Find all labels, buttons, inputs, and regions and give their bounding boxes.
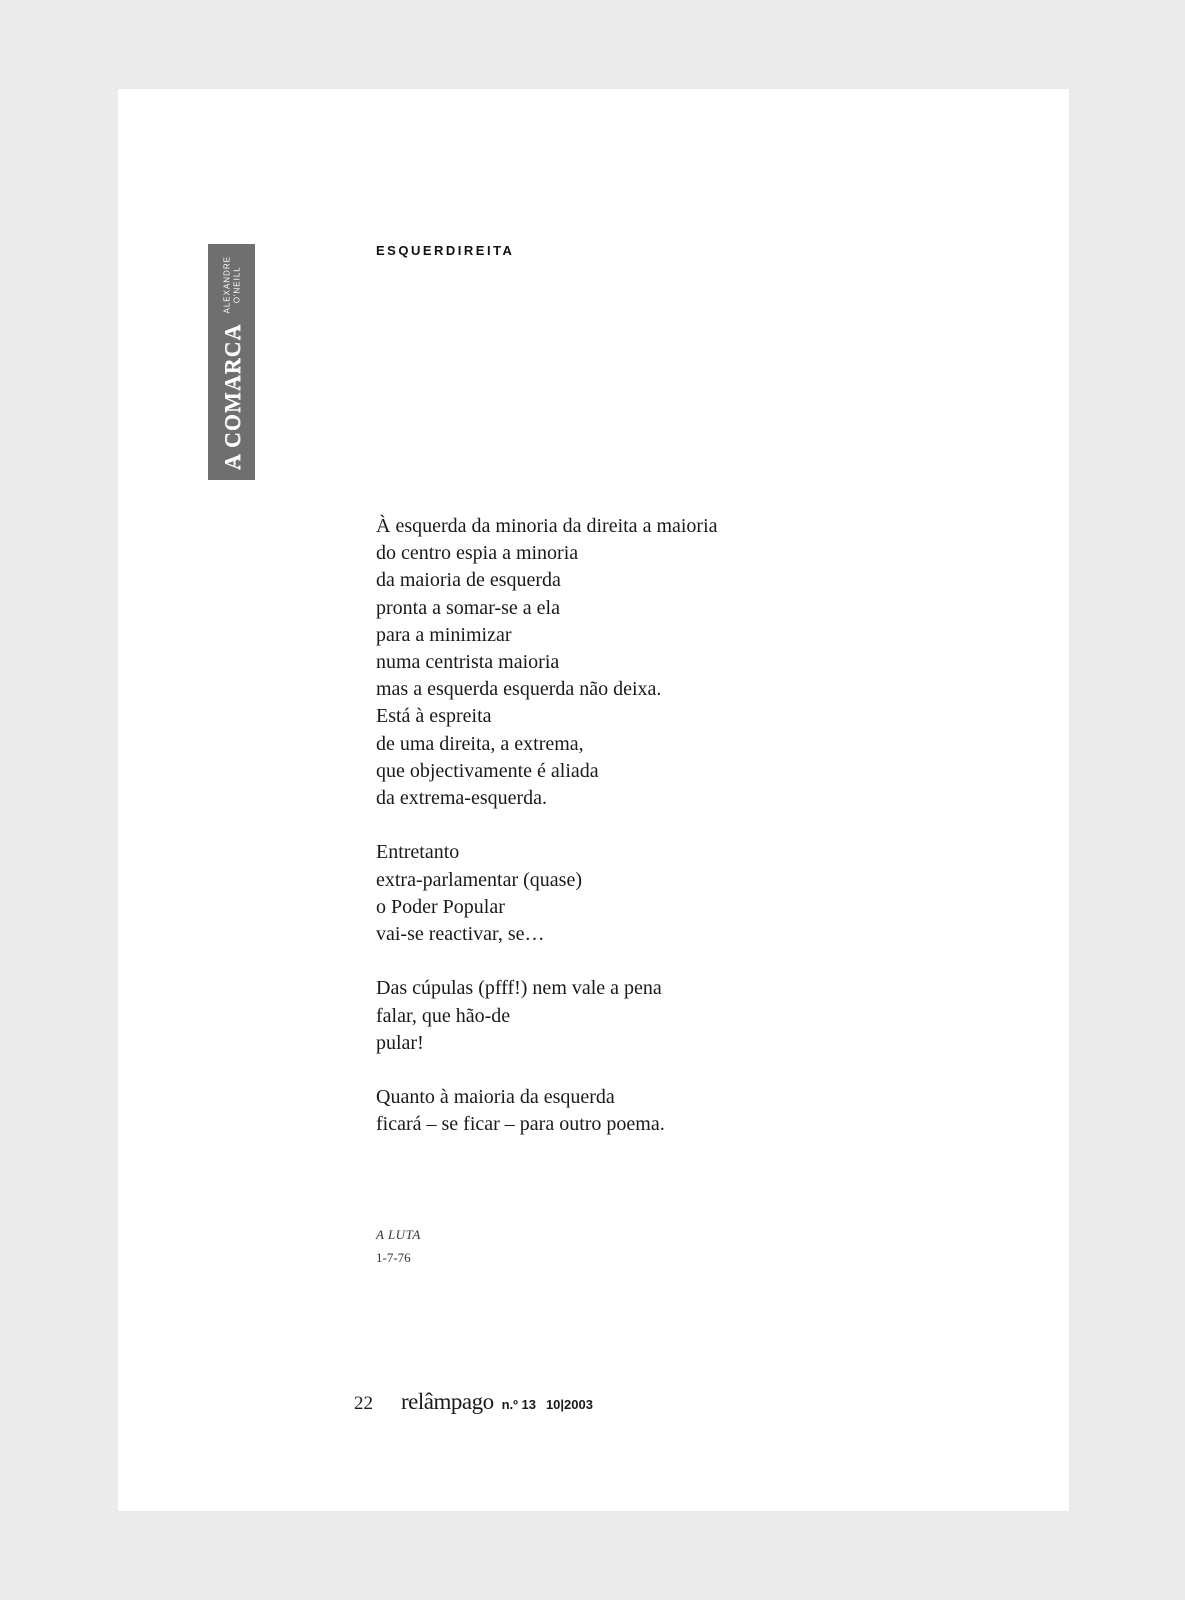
poem-line: Das cúpulas (pfff!) nem vale a pena: [376, 977, 662, 1000]
side-tab-content: [208, 244, 255, 480]
poem-line: pronta a somar-se a ela: [376, 596, 560, 619]
poem-line: do centro espia a minoria: [376, 542, 579, 565]
source-date: 1-7-76: [376, 1250, 411, 1265]
source-publication: A LUTA: [376, 1227, 421, 1242]
stanza: [376, 839, 976, 948]
poem-line: ficará – se ficar – para outro poema.: [376, 1113, 665, 1136]
poem-line: mas a esquerda esquerda não deixa.: [376, 678, 662, 701]
poem-line: extra-parlamentar (quase): [376, 868, 582, 891]
side-tab: [208, 244, 255, 480]
newspaper-logo: A COMARCA: [218, 323, 244, 470]
poem-line: de uma direita, a extrema,: [376, 732, 584, 755]
poem-line: da extrema-esquerda.: [376, 787, 548, 810]
author-first-name: ALEXANDRE: [221, 256, 231, 314]
stanza: [376, 513, 976, 812]
issue-number: n.º 13: [501, 1397, 536, 1412]
poem-line: para a minimizar: [376, 623, 512, 646]
poem-line: Entretanto: [376, 841, 460, 864]
page-number: 22: [354, 1393, 373, 1414]
magazine-name: relâmpago: [401, 1389, 494, 1414]
poem-line: À esquerda da minoria da direita a maioria: [376, 515, 718, 537]
poem-line: falar, que hão-de: [376, 1004, 511, 1027]
poem-title: ESQUERDIREITA: [376, 243, 515, 258]
poem-line: numa centrista maioria: [376, 651, 560, 674]
author-name: [222, 256, 242, 313]
poem-body: [376, 513, 976, 1166]
stanza: [376, 975, 976, 1057]
poem-line: vai-se reactivar, se…: [376, 923, 545, 946]
poem-line: que objectivamente é aliada: [376, 759, 599, 782]
document-page: [118, 89, 1069, 1511]
poem-line: o Poder Popular: [376, 895, 505, 918]
author-last-name: O'NEILL: [231, 266, 241, 304]
poem-line: da maioria de esquerda: [376, 569, 561, 592]
page-footer: [354, 1389, 593, 1415]
poem-line: Está à espreita: [376, 705, 492, 728]
issue-date: 10|2003: [545, 1397, 593, 1412]
poem-line: pular!: [376, 1031, 424, 1054]
source-credit: [376, 1223, 421, 1269]
stanza: [376, 1084, 976, 1138]
poem-line: Quanto à maioria da esquerda: [376, 1086, 615, 1109]
